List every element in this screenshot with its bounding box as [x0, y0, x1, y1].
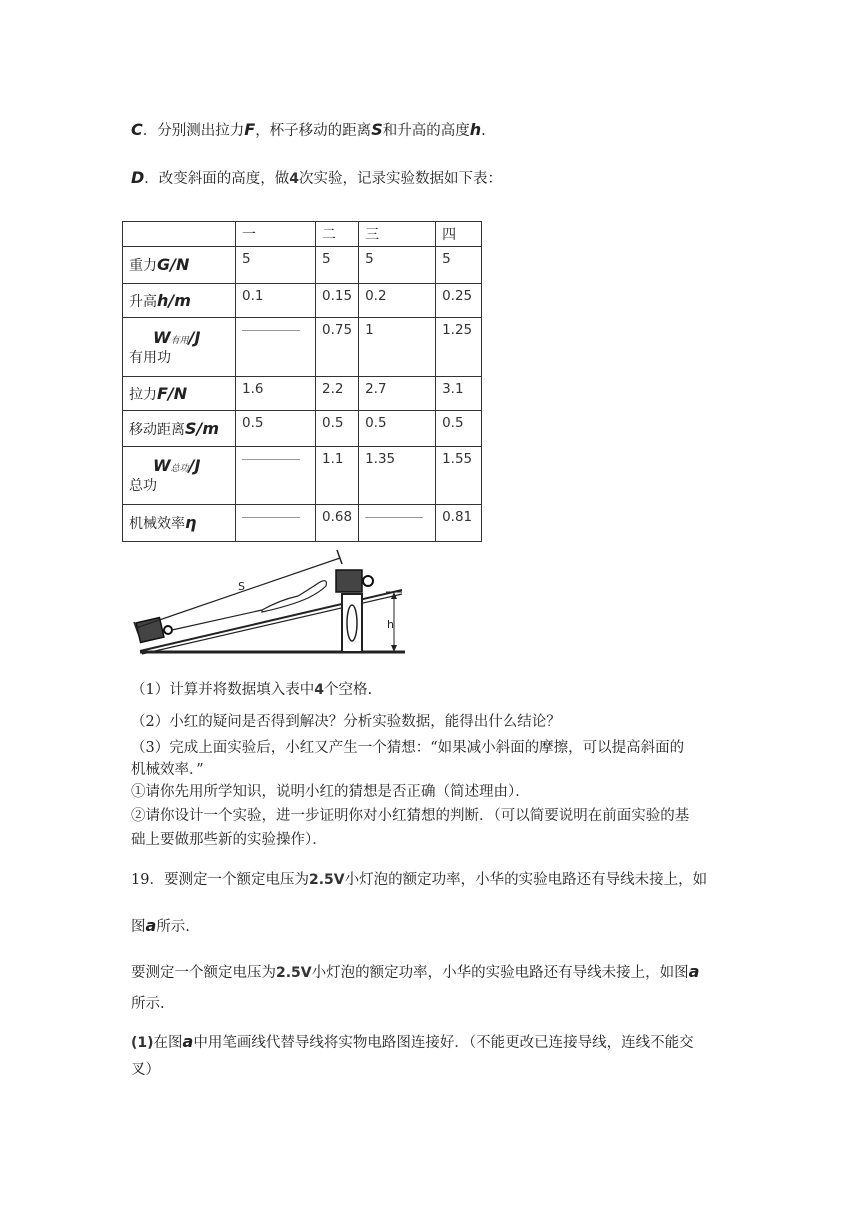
table-cell: 2.7 — [359, 377, 436, 411]
problem-19-line-2: 图a所示. — [131, 916, 190, 935]
table-cell: 0.1 — [236, 284, 316, 318]
table-cell: 0.15 — [316, 284, 359, 318]
table-row — [123, 447, 482, 505]
step-d-count: 4 — [289, 171, 300, 187]
row-label: 重力G/N — [123, 247, 236, 284]
step-c-text-3: 和升高的高度 — [382, 123, 470, 139]
table-row — [123, 247, 482, 284]
table-cell: 3.1 — [436, 377, 482, 411]
table-header-cell: 三 — [359, 222, 436, 247]
row-label: 机械效率η — [123, 505, 236, 542]
problem-19-part-1-line-2: 叉） — [131, 1062, 160, 1078]
table-cell: 5 — [236, 247, 316, 284]
spring-scale-hand — [172, 581, 326, 630]
table-row — [123, 318, 482, 377]
table-cell: 0.2 — [359, 284, 436, 318]
label-h: h — [387, 618, 394, 631]
question-3-part-2-line-1: ②请你设计一个实验，进一步证明你对小红猜想的判断．（可以简要说明在前面实验的基 — [131, 808, 690, 824]
table-row — [123, 505, 482, 542]
question-1: （1）计算并将数据填入表中4个空格. — [131, 682, 373, 698]
table-row — [123, 411, 482, 447]
support-block — [342, 594, 362, 652]
question-3-line-1: （3）完成上面实验后，小红又产生一个猜想：“如果减小斜面的摩擦，可以提高斜面的 — [131, 740, 685, 756]
table-cell-blank — [359, 505, 436, 542]
table-cell: 1.35 — [359, 447, 436, 505]
table-header-corner — [123, 222, 236, 247]
question-3-part-1: ①请你先用所学知识，说明小红的猜想是否正确（简述理由）． — [131, 784, 530, 800]
row-label: 拉力F/N — [123, 377, 236, 411]
table-cell-blank — [236, 447, 316, 505]
step-d-text-2: 次实验，记录实验数据如下表： — [299, 171, 503, 187]
step-c-letter: C — [131, 120, 143, 139]
table-cell: 1.1 — [316, 447, 359, 505]
row-label: 升高h/m — [123, 284, 236, 318]
experiment-data-table — [122, 221, 482, 542]
table-cell: 0.81 — [436, 505, 482, 542]
step-c-text-2: ，杯子移动的距离 — [255, 123, 372, 139]
row-label: 移动距离S/m — [123, 411, 236, 447]
table-row — [123, 377, 482, 411]
table-cell: 0.5 — [236, 411, 316, 447]
step-d — [131, 168, 502, 189]
label-s: S — [238, 580, 245, 593]
distance-s-marker — [134, 550, 342, 636]
table-header-cell: 二 — [316, 222, 359, 247]
table-header-cell: 一 — [236, 222, 316, 247]
table-cell-blank — [236, 505, 316, 542]
table-cell: 5 — [316, 247, 359, 284]
table-cell: 1.55 — [436, 447, 482, 505]
table-cell: 2.2 — [316, 377, 359, 411]
step-c-text-4: . — [481, 123, 486, 139]
table-cell: 0.25 — [436, 284, 482, 318]
question-2: （2）小红的疑问是否得到解决？分析实验数据，能得出什么结论？ — [131, 714, 561, 730]
step-c-text-1: ．分别测出拉力 — [142, 123, 245, 139]
question-3-line-2: 机械效率．” — [131, 762, 204, 778]
problem-19-repeat-line-2: 所示. — [131, 996, 165, 1012]
var-f: F — [244, 120, 256, 139]
table-header-cell: 四 — [436, 222, 482, 247]
step-d-text-1: ．改变斜面的高度，做 — [144, 171, 290, 187]
row-label: W总功/J 总功 — [123, 447, 236, 505]
table-cell: 0.5 — [316, 411, 359, 447]
problem-19-part-1-line-1: (1)在图a中用笔画线代替导线将实物电路图连接好．（不能更改已连接导线，连线不能交 — [131, 1032, 694, 1051]
var-h: h — [469, 120, 482, 139]
question-3-part-2-line-2: 础上要做那些新的实验操作）． — [131, 832, 327, 848]
table-cell: 5 — [436, 247, 482, 284]
step-d-letter: D — [131, 168, 145, 187]
table-cell: 0.68 — [316, 505, 359, 542]
var-s: S — [371, 120, 383, 139]
problem-19-repeat-line-1: 要测定一个额定电压为2.5V小灯泡的额定功率，小华的实验电路还有导线未接上，如图a — [131, 962, 700, 981]
table-cell: 1 — [359, 318, 436, 377]
table-row — [123, 284, 482, 318]
table-cell: 1.6 — [236, 377, 316, 411]
problem-19-line-1: 19．要测定一个额定电压为2.5V小灯泡的额定功率，小华的实验电路还有导线未接上，如 — [131, 872, 708, 888]
table-cell: 0.75 — [316, 318, 359, 377]
table-cell: 5 — [359, 247, 436, 284]
cup-top — [336, 570, 373, 592]
row-label: W有用/J 有用功 — [123, 318, 236, 377]
table-cell: 0.5 — [359, 411, 436, 447]
table-cell: 0.5 — [436, 411, 482, 447]
incline-figure — [130, 548, 410, 660]
step-c — [131, 120, 486, 141]
table-cell: 1.25 — [436, 318, 482, 377]
table-header-row — [123, 222, 482, 247]
table-cell-blank — [236, 318, 316, 377]
